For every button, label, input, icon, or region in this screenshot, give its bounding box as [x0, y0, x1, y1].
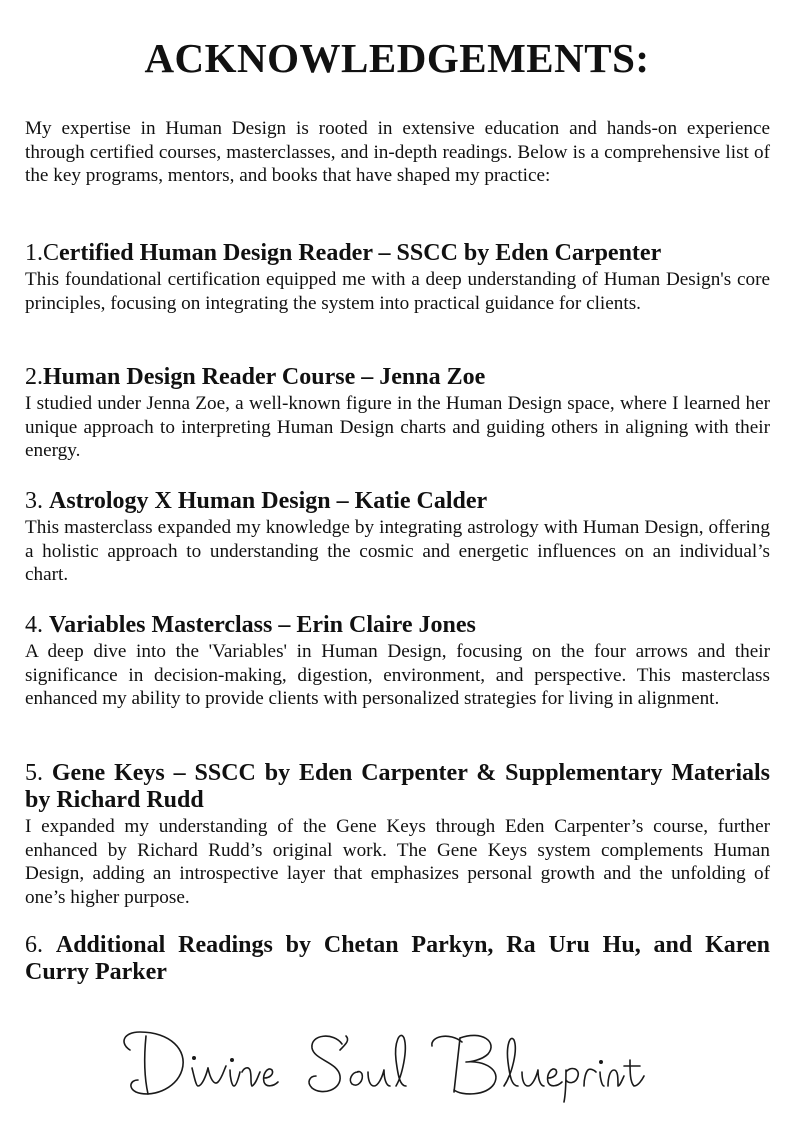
- section-heading: [25, 932, 770, 986]
- section-number: 1.C: [25, 240, 60, 266]
- section-3: [25, 488, 770, 587]
- section-body: This foundational certification equipped me with a deep understanding of Human Design's core principles, focusing on integrating the system into practical guidance for clients.: [25, 269, 770, 314]
- section-body: I studied under Jenna Zoe, a well-known figure in the Human Design space, where I learned her unique approach to interpreting Human Design charts and guiding others in aligning with their energy.: [25, 393, 770, 461]
- section-number: 2.: [25, 364, 43, 390]
- section-number: 3.: [25, 488, 49, 514]
- section-number: 5.: [25, 760, 52, 786]
- section-title: Human Design Reader Course – Jenna Zoe: [43, 364, 486, 390]
- section-body: This masterclass expanded my knowledge by integrating astrology with Human Design, offering a holistic approach to understanding the cosmic and energetic influences on an individual’s chart.: [25, 517, 770, 585]
- section-heading: [25, 760, 770, 814]
- section-6: [25, 932, 770, 986]
- section-heading: [25, 612, 770, 639]
- section-5: [25, 760, 770, 909]
- section-heading: [25, 240, 770, 267]
- section-number: 6.: [25, 932, 56, 958]
- section-title: ertified Human Design Reader – SSCC by Eden Carpenter: [59, 240, 662, 266]
- section-title: Variables Masterclass – Erin Claire Jones: [49, 612, 476, 638]
- section-body: A deep dive into the 'Variables' in Human Design, focusing on the four arrows and their significance in decision-making, digestion, environment, and perspective. This masterclass enhanced my ability to provide clients with personalized strategies for living in alignment.: [25, 641, 770, 709]
- section-title: Gene Keys – SSCC by Eden Carpenter & Supplementary Materials by Richard Rudd: [25, 760, 771, 813]
- page-title: ACKNOWLEDGEMENTS:: [144, 35, 650, 81]
- section-heading: [25, 488, 770, 515]
- section-4: [25, 612, 770, 711]
- section-title: Astrology X Human Design – Katie Calder: [49, 488, 488, 514]
- section-heading: [25, 364, 770, 391]
- section-2: [25, 364, 770, 463]
- signature-logo: [110, 1020, 690, 1105]
- section-number: 4.: [25, 612, 49, 638]
- section-title: Additional Readings by Chetan Parkyn, Ra Uru Hu, and Karen Curry Parker: [25, 932, 770, 985]
- intro-paragraph: My expertise in Human Design is rooted in extensive education and hands-on experience through certified courses, masterclasses, and in-depth readings. Below is a comprehensive list of the key programs, mentors, and books that have shaped my practice:: [25, 118, 770, 186]
- section-body: I expanded my understanding of the Gene Keys through Eden Carpenter’s course, further enhanced by Richard Rudd’s original work. The Gene Keys system complements Human Design, adding an introspective layer that emphasizes personal growth and the unfolding of one’s higher purpose.: [25, 816, 770, 908]
- section-1: [25, 240, 770, 315]
